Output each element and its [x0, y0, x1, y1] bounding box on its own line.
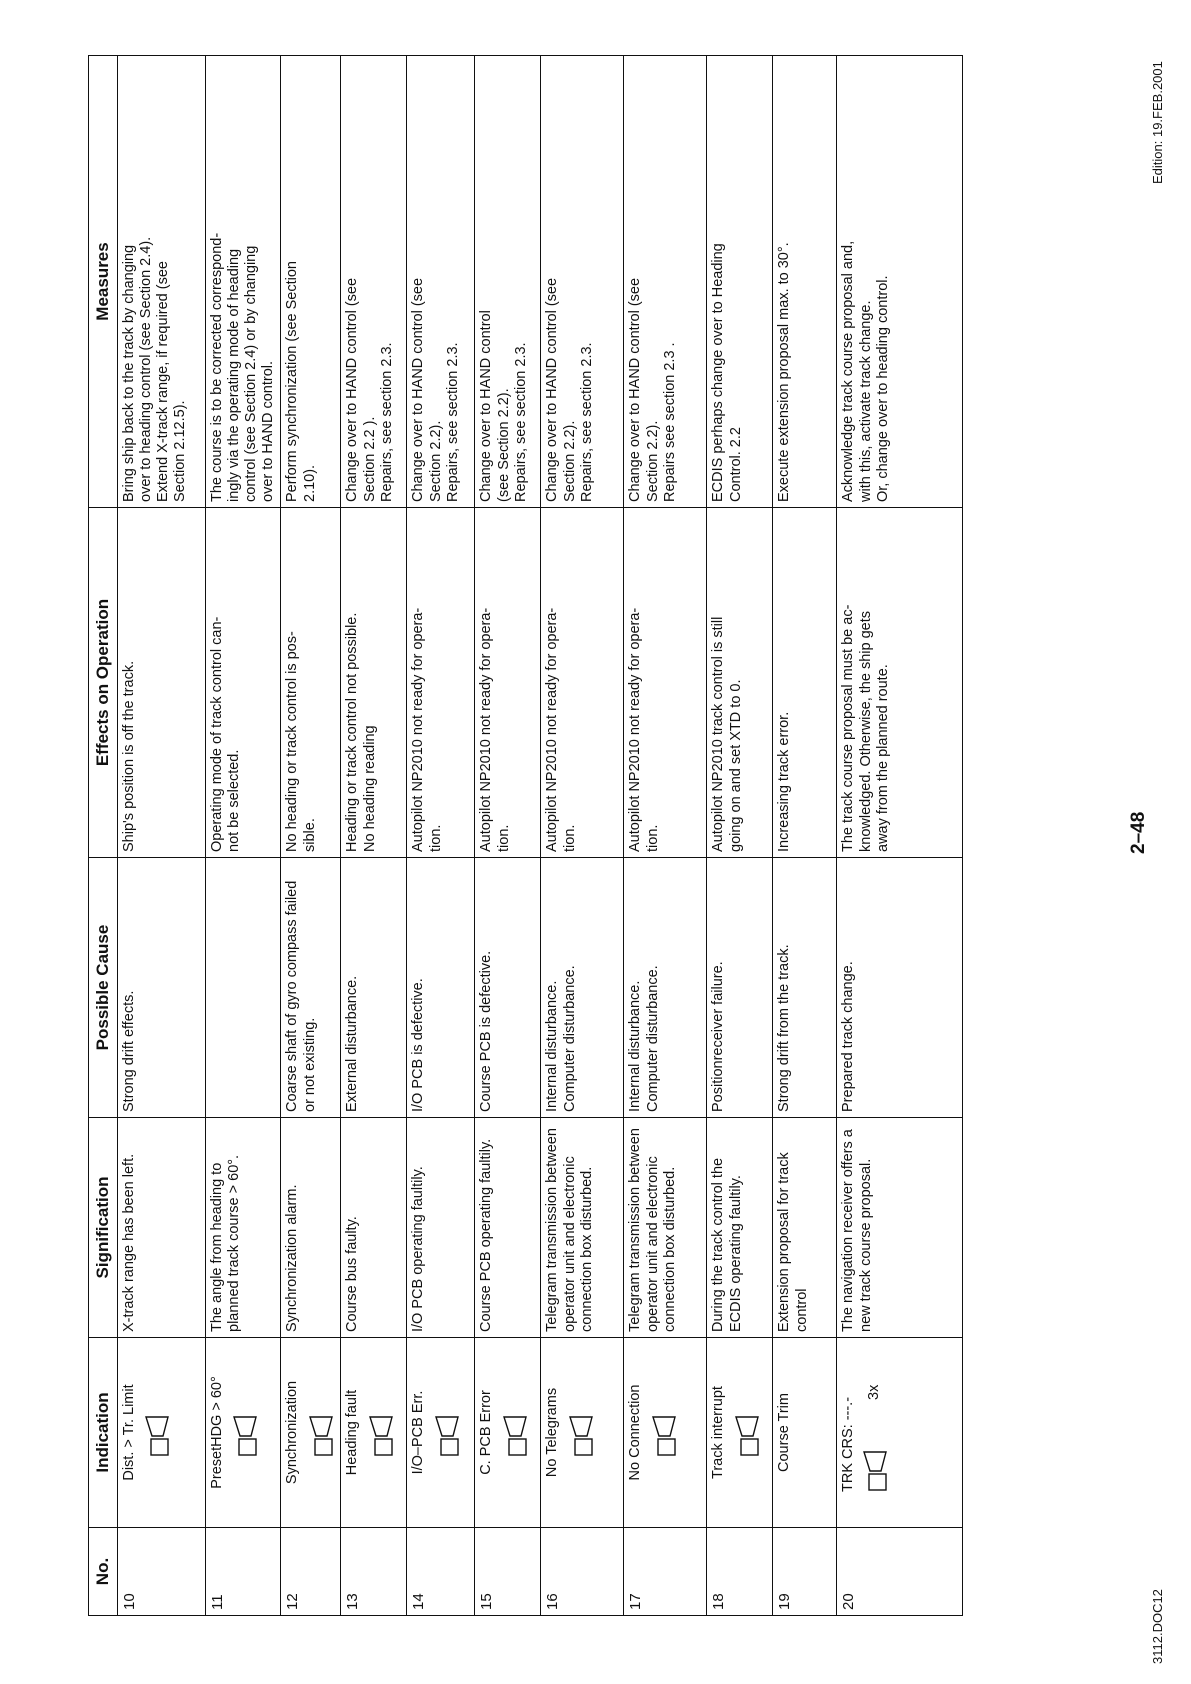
effects-cell [407, 508, 475, 858]
cell-line: sible. [301, 818, 318, 852]
cell-line: Perform synchronization (see Section [284, 261, 301, 502]
cell-line: The track course proposal must be ac- [840, 604, 857, 852]
indication-text: Synchronization [284, 1380, 301, 1485]
cell-line: Course bus faulty. [344, 1216, 361, 1332]
cause-cell [341, 858, 407, 1118]
cell-line: Strong drift effects. [121, 990, 138, 1112]
cell-line: Operating mode of track control can- [209, 616, 226, 852]
alarm-symbol [651, 1343, 677, 1522]
cell-line: Autopilot NP2010 not ready for opera- [478, 607, 495, 852]
cell-line: Strong drift from the track. [776, 944, 793, 1112]
horn-alarm-icon [368, 1408, 394, 1458]
signification-cell [624, 1118, 707, 1338]
cell-line: Repairs see section 2.3 . [661, 342, 678, 502]
header-row [89, 56, 118, 1616]
row-number: 13 [341, 1528, 407, 1616]
row-number: 18 [707, 1528, 773, 1616]
indication-text: Dist. > Tr. Limit [121, 1384, 138, 1481]
cell-line: Control. 2.2 [727, 427, 744, 502]
indication-cell [407, 1338, 475, 1528]
cell-line: Telegram transmission between [544, 1128, 561, 1332]
horn-alarm-icon [232, 1408, 258, 1458]
cell-line: Or, change over to heading control. [874, 275, 891, 502]
alarm-table [88, 55, 963, 1616]
cell-line: Repairs, see section 2.3. [512, 342, 529, 502]
measures-cell [475, 56, 541, 508]
effects-cell [773, 508, 837, 858]
indication-cell [475, 1338, 541, 1528]
cell-line: No heading reading [361, 725, 378, 852]
cell-line: Execute extension proposal max. to 30°. [776, 242, 793, 502]
cell-line: tion. [644, 824, 661, 852]
alarm-symbol [734, 1343, 760, 1522]
cell-line: Section 2.2). [561, 420, 578, 502]
table-row [707, 56, 773, 1616]
cell-line: away from the planned route. [874, 664, 891, 852]
cell-line: ECDIS operating faultily. [727, 1175, 744, 1332]
cell-line: over to HAND control. [260, 360, 277, 502]
cell-line: Change over to HAND control (see [627, 277, 644, 502]
cell-line: connection box disturbed. [578, 1166, 595, 1332]
indication-text: C. PCB Error [478, 1390, 495, 1475]
cause-cell [281, 858, 341, 1118]
cell-line: Extension proposal for track [776, 1152, 793, 1332]
cell-line: External disturbance. [344, 975, 361, 1112]
cell-line: Autopilot NP2010 not ready for opera- [627, 607, 644, 852]
cell-line: Repairs, see section 2.3. [444, 342, 461, 502]
cell-line: over to heading control (see Section 2.4). [138, 236, 155, 502]
signification-cell [475, 1118, 541, 1338]
measures-cell [773, 56, 837, 508]
cause-cell [707, 858, 773, 1118]
doc-id: 3112.DOC12 [1150, 1589, 1165, 1664]
row-number: 17 [624, 1528, 707, 1616]
signification-cell [118, 1118, 206, 1338]
indication-text: Track interrupt [710, 1386, 727, 1479]
effects-cell [541, 508, 624, 858]
header-measures: Measures [89, 56, 118, 508]
cell-line: During the track control the [710, 1157, 727, 1332]
measures-cell [206, 56, 281, 508]
cell-line: Acknowledge track course proposal and, [840, 240, 857, 502]
cell-line: connection box disturbed. [661, 1166, 678, 1332]
indication-cell [541, 1338, 624, 1528]
alarm-symbol [568, 1343, 594, 1522]
cell-line: tion. [427, 824, 444, 852]
table-row [206, 56, 281, 1616]
effects-cell [475, 508, 541, 858]
table-row [281, 56, 341, 1616]
cell-line: Synchronization alarm. [284, 1184, 301, 1332]
cell-line: The angle from heading to [209, 1162, 226, 1332]
indication-cell [341, 1338, 407, 1528]
header-indication: Indication [89, 1338, 118, 1528]
header-signification: Signification [89, 1118, 118, 1338]
indication-text: TRK CRS: ---.- [840, 1396, 857, 1492]
indication-cell [118, 1338, 206, 1528]
table-row [407, 56, 475, 1616]
cell-line: Prepared track change. [840, 961, 857, 1112]
indication-cell [707, 1338, 773, 1528]
measures-cell [407, 56, 475, 508]
cell-line: new track course proposal. [857, 1158, 874, 1332]
table-row [118, 56, 206, 1616]
horn-alarm-icon [862, 1442, 888, 1492]
horn-alarm-icon [502, 1408, 528, 1458]
measures-cell [707, 56, 773, 508]
cell-line: tion. [495, 824, 512, 852]
cause-cell [206, 858, 281, 1118]
indication-cell [624, 1338, 707, 1528]
cell-line: Heading or track control not possible. [344, 612, 361, 852]
cell-line: Internal disturbance. [627, 980, 644, 1112]
cell-line: Increasing track error. [776, 711, 793, 852]
cell-line: I/O PCB is defective. [410, 978, 427, 1112]
row-number: 14 [407, 1528, 475, 1616]
cell-line: with this, activate track change. [857, 300, 874, 502]
cause-cell [541, 858, 624, 1118]
cell-line: Repairs, see section 2.3. [378, 342, 395, 502]
cell-line: Autopilot NP2010 track control is still [710, 616, 727, 852]
cell-line: The course is to be corrected correspond- [209, 232, 226, 502]
cell-line: I/O PCB operating faultily. [410, 1166, 427, 1332]
indication-text: No Telegrams [544, 1387, 561, 1478]
horn-alarm-icon [734, 1408, 760, 1458]
indication-text: I/O–PCB Err. [410, 1390, 427, 1475]
cell-line: Bring ship back to the track by changing [121, 244, 138, 502]
signification-cell [407, 1118, 475, 1338]
measures-cell [837, 56, 963, 508]
measures-cell [341, 56, 407, 508]
measures-cell [624, 56, 707, 508]
indication-cell [837, 1338, 963, 1528]
cell-line: Computer disturbance. [561, 965, 578, 1112]
effects-cell [707, 508, 773, 858]
cell-line: Ship's position is off the track. [121, 660, 138, 852]
cause-cell [837, 858, 963, 1118]
cell-line: Extend X-track range, if required (see [155, 261, 172, 502]
table-row [341, 56, 407, 1616]
measures-cell [541, 56, 624, 508]
indication-cell [281, 1338, 341, 1528]
indication-cell [206, 1338, 281, 1528]
cell-line: The navigation receiver offers a [840, 1129, 857, 1332]
cell-line: ECDIS perhaps change over to Heading [710, 243, 727, 502]
cell-line: Coarse shaft of gyro compass failed [284, 880, 301, 1112]
cause-cell [624, 858, 707, 1118]
table-row [475, 56, 541, 1616]
alarm-symbol [434, 1343, 460, 1522]
cell-line: Section 2.12.5). [172, 400, 189, 502]
page-number: 2–48 [1128, 811, 1149, 854]
cell-line: control (see Section 2.4) or by changing [243, 245, 260, 502]
row-number: 19 [773, 1528, 837, 1616]
table-row [541, 56, 624, 1616]
indication-text: No Connection [627, 1384, 644, 1481]
cell-line: going on and set XTD to 0. [727, 679, 744, 852]
cell-line: Change over to HAND control (see [410, 277, 427, 502]
indication-text: PresetHDG > 60° [209, 1376, 226, 1489]
cell-line: Autopilot NP2010 not ready for opera- [410, 607, 427, 852]
effects-cell [341, 508, 407, 858]
cell-line: Course PCB operating faultily. [478, 1138, 495, 1332]
signification-cell [341, 1118, 407, 1338]
signification-cell [541, 1118, 624, 1338]
effects-cell [837, 508, 963, 858]
header-effects: Effects on Operation [89, 508, 118, 858]
row-number: 12 [281, 1528, 341, 1616]
cell-line: operator unit and electronic [644, 1156, 661, 1332]
header-no: No. [89, 1528, 118, 1616]
cell-line: Change over to HAND control [478, 310, 495, 502]
table-row [624, 56, 707, 1616]
repeat-count: 3x [866, 1384, 883, 1400]
cell-line: X-track range has been left. [121, 1153, 138, 1332]
cause-cell [407, 858, 475, 1118]
signification-cell [707, 1118, 773, 1338]
cell-line: 2.10). [301, 464, 318, 502]
alarm-symbol [368, 1343, 394, 1522]
header-possible-cause: Possible Cause [89, 858, 118, 1118]
cell-line: operator unit and electronic [561, 1156, 578, 1332]
effects-cell [118, 508, 206, 858]
cell-line: planned track course > 60°. [226, 1154, 243, 1332]
row-number: 11 [206, 1528, 281, 1616]
cell-line: Section 2.2). [427, 420, 444, 502]
cell-line: (see Section 2.2). [495, 388, 512, 502]
cell-line: No heading or track control is pos- [284, 631, 301, 852]
cell-line: Course PCB is defective. [478, 950, 495, 1112]
indication-cell [773, 1338, 837, 1528]
measures-cell [281, 56, 341, 508]
horn-alarm-icon [651, 1408, 677, 1458]
horn-alarm-icon [568, 1408, 594, 1458]
table-row [837, 56, 963, 1616]
cell-line: Positionreceiver failure. [710, 961, 727, 1112]
cell-line: ingly via the operating mode of heading [226, 248, 243, 502]
cell-line: Autopilot NP2010 not ready for opera- [544, 607, 561, 852]
cell-line: Telegram transmission between [627, 1128, 644, 1332]
cell-line: not be selected. [226, 749, 243, 852]
row-number: 20 [837, 1528, 963, 1616]
cause-cell [773, 858, 837, 1118]
measures-cell [118, 56, 206, 508]
effects-cell [624, 508, 707, 858]
row-number: 16 [541, 1528, 624, 1616]
signification-cell [837, 1118, 963, 1338]
effects-cell [206, 508, 281, 858]
cell-line: Change over to HAND control (see [344, 277, 361, 502]
cell-line: Computer disturbance. [644, 965, 661, 1112]
cause-cell [475, 858, 541, 1118]
horn-alarm-icon [434, 1408, 460, 1458]
alarm-symbol [232, 1343, 258, 1522]
alarm-symbol [144, 1343, 170, 1522]
signification-cell [281, 1118, 341, 1338]
cell-line: control [793, 1288, 810, 1332]
cell-line: Section 2.2). [644, 420, 661, 502]
cell-line: Section 2.2 ). [361, 416, 378, 502]
cell-line: Internal disturbance. [544, 980, 561, 1112]
horn-alarm-icon [308, 1408, 334, 1458]
cell-line: or not existing. [301, 1017, 318, 1112]
effects-cell [281, 508, 341, 858]
row-number: 10 [118, 1528, 206, 1616]
row-number: 15 [475, 1528, 541, 1616]
cell-line: Change over to HAND control (see [544, 277, 561, 502]
horn-alarm-icon [144, 1408, 170, 1458]
cell-line: tion. [561, 824, 578, 852]
cell-line: knowledged. Otherwise, the ship gets [857, 611, 874, 852]
alarm-symbol [308, 1343, 334, 1522]
table-row [773, 56, 837, 1616]
edition-date: Edition: 19.FEB.2001 [1150, 61, 1165, 184]
alarm-symbol [502, 1343, 528, 1522]
cell-line: Repairs, see section 2.3. [578, 342, 595, 502]
signification-cell [773, 1118, 837, 1338]
signification-cell [206, 1118, 281, 1338]
indication-text: Heading fault [344, 1389, 361, 1476]
cause-cell [118, 858, 206, 1118]
indication-text: Course Trim [776, 1393, 793, 1472]
